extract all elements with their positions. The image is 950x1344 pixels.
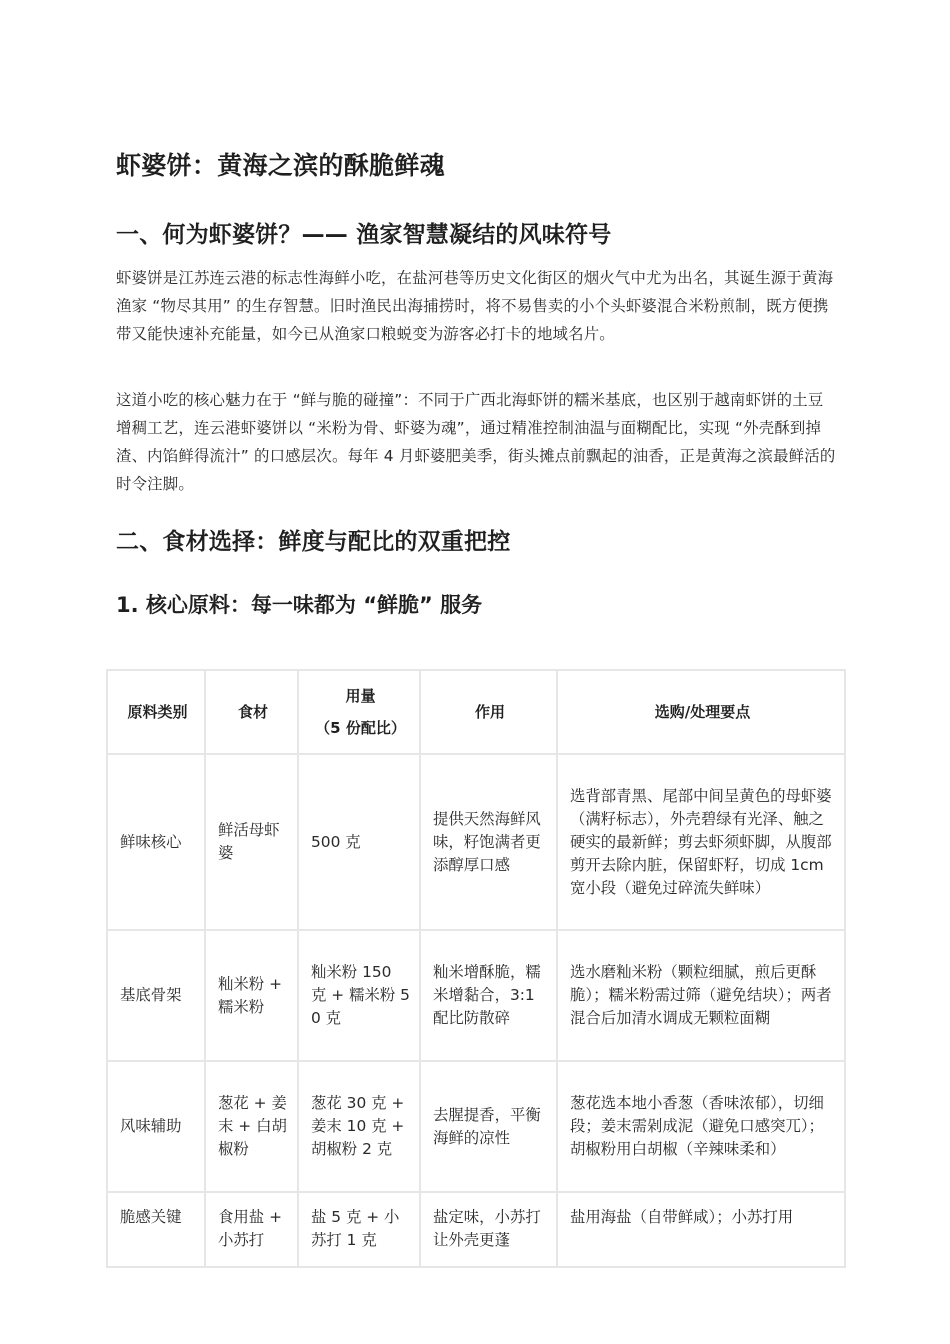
cell-role: 盐定味，小苏打让外壳更蓬 — [420, 1192, 557, 1267]
table-row — [107, 754, 845, 930]
cell-usage: 籼米粉 150 克 + 糯米粉 50 克 — [298, 930, 420, 1061]
cell-tips: 盐用海盐（自带鲜咸）；小苏打用 — [557, 1192, 845, 1267]
cell-usage: 葱花 30 克 + 姜末 10 克 + 胡椒粉 2 克 — [298, 1061, 420, 1192]
header-role: 作用 — [420, 670, 557, 754]
header-usage-line1: 用量 — [345, 687, 376, 705]
cell-ingredient: 籼米粉 + 糯米粉 — [205, 930, 298, 1061]
page-title: 虾婆饼：黄海之滨的酥脆鲜魂 — [116, 151, 445, 180]
section1-paragraph-1: 虾婆饼是江苏连云港的标志性海鲜小吃，在盐河巷等历史文化街区的烟火气中尤为出名，其诞生源于黄海渔家 “物尽其用” 的生存智慧。旧时渔民出海捕捞时，将不易售卖的小个头虾婆混合米粉煎制，既方便携带又能快速补充能量，如今已从渔家口粮蜕变为游客必打卡的地域名片。 — [116, 269, 834, 343]
cell-tips: 选水磨籼米粉（颗粒细腻，煎后更酥脆）；糯米粉需过筛（避免结块）；两者混合后加清水调成无颗粒面糊 — [557, 930, 845, 1061]
cell-tips: 选背部青黑、尾部中间呈黄色的母虾婆（满籽标志），外壳碧绿有光泽、触之硬实的最新鲜；剪去虾须虾脚，从腹部剪开去除内脏，保留虾籽，切成 1cm 宽小段（避免过碎流失鲜味） — [557, 754, 845, 930]
cell-category: 基底骨架 — [107, 930, 205, 1061]
header-category: 原料类别 — [107, 670, 205, 754]
cell-category: 鲜味核心 — [107, 754, 205, 930]
cell-usage: 盐 5 克 + 小苏打 1 克 — [298, 1192, 420, 1267]
cell-ingredient: 葱花 + 姜末 + 白胡椒粉 — [205, 1061, 298, 1192]
header-usage — [298, 670, 420, 754]
cell-role: 籼米增酥脆，糯米增黏合，3:1 配比防散碎 — [420, 930, 557, 1061]
section2-subheading-1: 1. 核心原料：每一味都为 “鲜脆” 服务 — [116, 593, 483, 617]
cell-usage: 500 克 — [298, 754, 420, 930]
table-row — [107, 1192, 845, 1267]
cell-role: 提供天然海鲜风味，籽饱满者更添醇厚口感 — [420, 754, 557, 930]
cell-role: 去腥提香，平衡海鲜的凉性 — [420, 1061, 557, 1192]
cell-ingredient: 食用盐 + 小苏打 — [205, 1192, 298, 1267]
cell-category: 风味辅助 — [107, 1061, 205, 1192]
header-usage-line2: （5 份配比） — [315, 719, 406, 737]
section1-heading: 一、何为虾婆饼？—— 渔家智慧凝结的风味符号 — [116, 222, 612, 248]
table-header-row — [107, 670, 845, 754]
table-row — [107, 930, 845, 1061]
ingredients-table — [106, 669, 846, 1268]
cell-tips: 葱花选本地小香葱（香味浓郁），切细段；姜末需剁成泥（避免口感突兀）；胡椒粉用白胡椒（辛辣味柔和） — [557, 1061, 845, 1192]
header-tips: 选购/处理要点 — [557, 670, 845, 754]
section1-paragraph-2: 这道小吃的核心魅力在于 “鲜与脆的碰撞”：不同于广西北海虾饼的糯米基底，也区别于越南虾饼的土豆增稠工艺，连云港虾婆饼以 “米粉为骨、虾婆为魂”，通过精准控制油温与面糊配比，实现 “外壳酥到掉渣、内馅鲜得流汁” 的口感层次。每年 4 月虾婆肥美季，街头摊点前飘起的油香，正是黄海之滨最鲜活的时令注脚。 — [116, 391, 836, 493]
table-row — [107, 1061, 845, 1192]
cell-category: 脆感关键 — [107, 1192, 205, 1267]
header-ingredient: 食材 — [205, 670, 298, 754]
section2-heading: 二、食材选择：鲜度与配比的双重把控 — [116, 529, 511, 555]
cell-ingredient: 鲜活母虾婆 — [205, 754, 298, 930]
